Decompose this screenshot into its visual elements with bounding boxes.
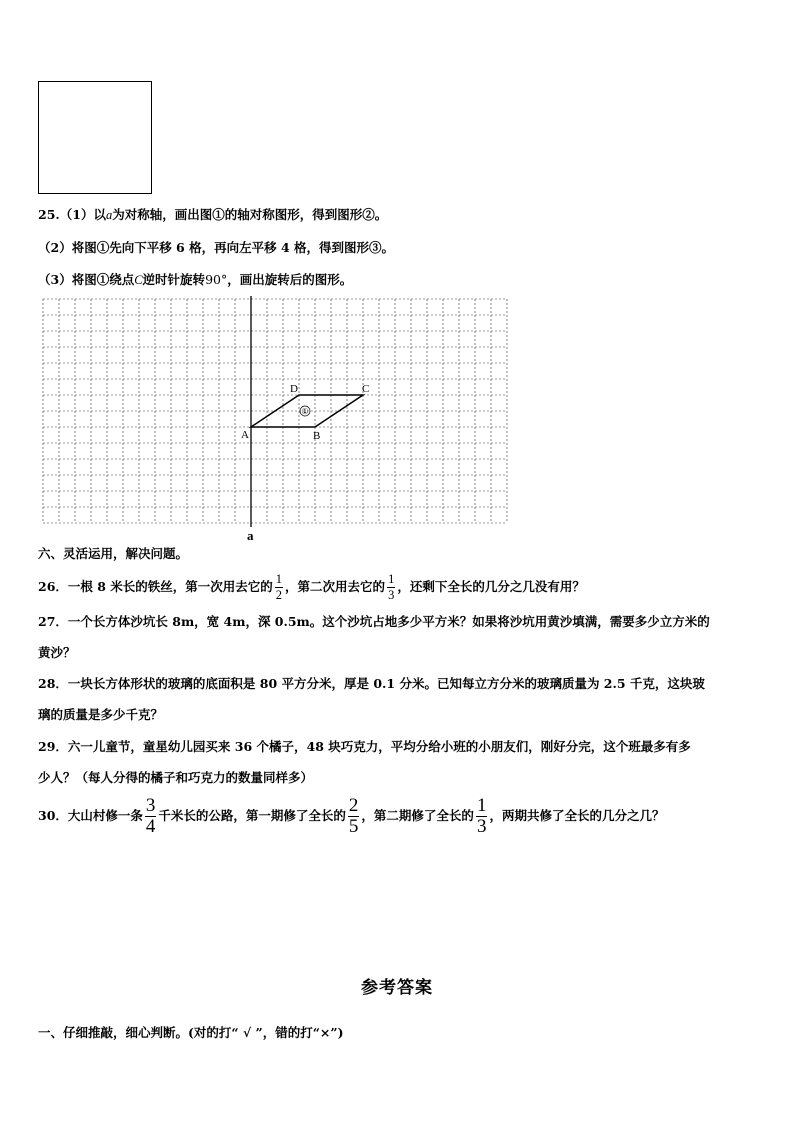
q25-text: （3）将图①绕点 bbox=[38, 272, 135, 287]
q28-line2: 璃的质量是多少千克？ bbox=[38, 707, 164, 722]
section-6-heading: 六、灵活运用，解决问题。 bbox=[38, 546, 189, 561]
q27-line1: 27．一个长方体沙坑长 8m，宽 4m，深 0.5m。这个沙坑占地多少平方米？如果将沙坑用黄沙填满，需要多少立方米的 bbox=[38, 614, 710, 629]
q26-text: ，第二次用去它的 bbox=[285, 579, 386, 594]
q29-line1: 29．六一儿童节，童星幼儿园买来 36 个橘子，48 块巧克力，平均分给小班的小朋友们，刚好分完，这个班最多有多 bbox=[38, 739, 691, 754]
q30-text: 30．大山村修一条 bbox=[38, 808, 143, 823]
q25-text: 为对称轴，画出图①的轴对称图形，得到图形②。 bbox=[112, 207, 388, 222]
label-A: A bbox=[241, 429, 249, 441]
label-C: C bbox=[362, 383, 370, 395]
answers-title: 参考答案 bbox=[361, 978, 433, 998]
q27-line2: 黄沙？ bbox=[38, 645, 76, 660]
q25-line2: （2）将图①先向下平移 6 格，再向左平移 4 格，得到图形③。 bbox=[38, 240, 395, 255]
q30-text: ，两期共修了全长的几分之几？ bbox=[489, 808, 665, 823]
label-B: B bbox=[313, 430, 321, 442]
angle-value: 90° bbox=[205, 272, 228, 287]
fraction-1-3-b: $\frac{1}{3}$ bbox=[476, 795, 487, 837]
q25-text: 逆时针旋转 bbox=[142, 272, 206, 287]
point-variable: C bbox=[134, 273, 143, 287]
q26 bbox=[38, 570, 585, 604]
section-1-heading: 一、仔细推敲，细心判断。(对的打“ √ ”，错的打“×”) bbox=[38, 1025, 344, 1040]
q25-text: 25.（1）以 bbox=[38, 207, 106, 222]
shape-number: ① bbox=[301, 407, 309, 416]
q28-line1: 28．一块长方体形状的玻璃的底面积是 80 平方分米，厚是 0.1 分米。已知每立方分米的玻璃质量为 2.5 千克，这块玻 bbox=[38, 676, 705, 691]
grid-figure bbox=[0, 0, 794, 560]
axis-variable: a bbox=[105, 208, 113, 222]
fraction-1-3: $\frac{1}{3}$ bbox=[388, 572, 395, 602]
axis-label-a: a bbox=[247, 528, 254, 543]
q30-text: 千米长的公路，第一期修了全长的 bbox=[158, 808, 346, 823]
fraction-2-5: $\frac{2}{5}$ bbox=[348, 795, 359, 837]
q30 bbox=[38, 796, 664, 837]
q26-text: ，还剩下全长的几分之几没有用？ bbox=[397, 579, 585, 594]
q26-text: 26．一根 8 米长的铁丝，第一次用去它的 bbox=[38, 579, 273, 594]
q30-text: ，第二期修了全长的 bbox=[361, 808, 474, 823]
q29-line2: 少人？（每人分得的橘子和巧克力的数量同样多） bbox=[38, 770, 314, 785]
q25-text: ，画出旋转后的图形。 bbox=[227, 272, 353, 287]
fraction-1-2: $\frac{1}{2}$ bbox=[275, 572, 283, 602]
label-D: D bbox=[290, 383, 298, 395]
fraction-3-4: $\frac{3}{4}$ bbox=[145, 795, 156, 837]
